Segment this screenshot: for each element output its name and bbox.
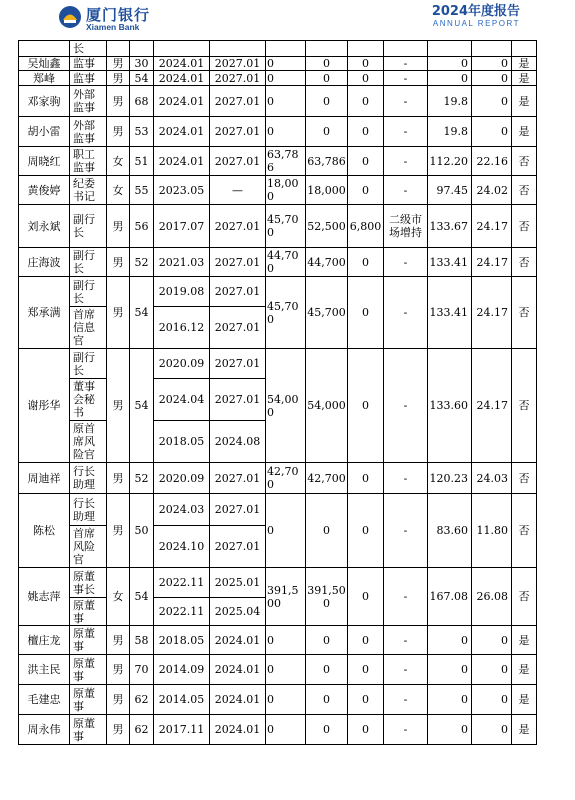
table-body [19,41,537,745]
cell-position: 原董事长 [70,568,107,598]
cell-gender: 男 [107,715,130,745]
cell-start [154,41,210,57]
cell-start: 2017.11 [154,715,210,745]
cell-pay: 0 [428,57,472,71]
cell-c2: 45,700 [306,277,348,349]
report-subtitle: ANNUAL REPORT [432,19,520,28]
cell-pay: 120.23 [428,463,472,494]
cell-c1: 54,000 [266,349,306,463]
cell-end: — [210,176,266,205]
cell-other: 0 [472,626,512,655]
cell-c3: 0 [348,626,384,655]
cell-rel: 否 [512,205,537,248]
cell-other: 24.17 [472,277,512,349]
cell-name: 邓家驹 [19,86,70,117]
cell-name: 胡小雷 [19,117,70,147]
cell-position: 副行长 [70,205,107,248]
cell-c2: 44,700 [306,248,348,277]
cell-start: 2020.09 [154,463,210,494]
cell-name: 周晓红 [19,147,70,176]
cell-position: 行长助理 [70,494,107,526]
cell-c3: 0 [348,86,384,117]
cell-reason: - [384,655,428,685]
cell-reason: - [384,349,428,463]
cell-age: 30 [130,57,154,71]
cell-reason: - [384,685,428,715]
cell-gender: 男 [107,626,130,655]
cell-end: 2024.08 [210,421,266,463]
cell-rel: 是 [512,685,537,715]
table-row [19,176,537,205]
cell-pay: 133.41 [428,248,472,277]
cell-name: 庄海波 [19,248,70,277]
cell-c3: 0 [348,655,384,685]
cell-pay: 133.60 [428,349,472,463]
cell-rel: 否 [512,176,537,205]
cell-start: 2024.01 [154,117,210,147]
cell-end: 2024.01 [210,685,266,715]
cell-name: 郑峰 [19,71,70,86]
table-row [19,117,537,147]
cell-c2: 0 [306,71,348,86]
cell-c2: 0 [306,494,348,568]
table-row [19,86,537,117]
cell-name: 黄俊婷 [19,176,70,205]
cell-end: 2027.01 [210,248,266,277]
cell-start: 2018.05 [154,421,210,463]
cell-reason: - [384,463,428,494]
cell-c3: 0 [348,71,384,86]
cell-position: 首席风险官 [70,526,107,568]
table-row [19,349,537,379]
cell-c2: 0 [306,655,348,685]
bank-logo-icon [58,5,82,29]
cell-start: 2018.05 [154,626,210,655]
cell-other: 0 [472,117,512,147]
cell-rel: 是 [512,626,537,655]
cell-pay: 83.60 [428,494,472,568]
cell-start: 2022.11 [154,568,210,598]
cell-other: 24.17 [472,349,512,463]
cell-reason: - [384,86,428,117]
cell-age: 62 [130,685,154,715]
cell-pay: 0 [428,655,472,685]
cell-name: 刘永斌 [19,205,70,248]
cell-c2 [306,41,348,57]
cell-gender: 男 [107,248,130,277]
cell-gender: 女 [107,147,130,176]
cell-position: 副行长 [70,277,107,307]
cell-gender: 男 [107,463,130,494]
cell-gender: 男 [107,349,130,463]
cell-start: 2020.09 [154,349,210,379]
cell-position: 原首席风险官 [70,421,107,463]
cell-gender: 男 [107,205,130,248]
cell-end: 2027.01 [210,117,266,147]
cell-age: 54 [130,349,154,463]
cell-reason: - [384,248,428,277]
cell-c3: 0 [348,463,384,494]
cell-c2: 54,000 [306,349,348,463]
cell-reason: - [384,117,428,147]
cell-other: 26.08 [472,568,512,626]
cell-position: 原董事 [70,685,107,715]
cell-start: 2017.07 [154,205,210,248]
cell-position: 外部监事 [70,86,107,117]
cell-rel: 否 [512,568,537,626]
cell-c3: 0 [348,147,384,176]
cell-age: 50 [130,494,154,568]
cell-age: 53 [130,117,154,147]
cell-start: 2024.01 [154,147,210,176]
cell-reason: - [384,715,428,745]
cell-pay [428,41,472,57]
cell-reason: - [384,277,428,349]
page-header [0,0,575,36]
cell-position: 首席信息官 [70,307,107,349]
cell-other: 0 [472,71,512,86]
cell-other: 0 [472,86,512,117]
table-row [19,626,537,655]
cell-pay: 167.08 [428,568,472,626]
cell-position: 外部监事 [70,117,107,147]
cell-age: 52 [130,463,154,494]
cell-reason: - [384,71,428,86]
cell-end: 2027.01 [210,463,266,494]
cell-c2: 18,000 [306,176,348,205]
cell-name: 郑承满 [19,277,70,349]
cell-age: 62 [130,715,154,745]
cell-c1: 18,000 [266,176,306,205]
cell-position: 原董事 [70,626,107,655]
cell-c2: 0 [306,57,348,71]
cell-position: 原董事 [70,655,107,685]
cell-c2: 391,500 [306,568,348,626]
cell-gender: 男 [107,494,130,568]
cell-c1: 45,700 [266,277,306,349]
cell-start: 2024.01 [154,57,210,71]
cell-age: 51 [130,147,154,176]
cell-c3 [348,41,384,57]
cell-other: 24.03 [472,463,512,494]
cell-end: 2027.01 [210,307,266,349]
cell-gender [107,41,130,57]
cell-end: 2024.01 [210,655,266,685]
cell-c2: 63,786 [306,147,348,176]
cell-c2: 0 [306,626,348,655]
cell-c3: 0 [348,277,384,349]
cell-pay: 112.20 [428,147,472,176]
cell-rel: 否 [512,349,537,463]
cell-rel: 否 [512,494,537,568]
cell-name: 洪主民 [19,655,70,685]
cell-end: 2027.01 [210,494,266,526]
cell-start: 2024.03 [154,494,210,526]
cell-start: 2022.11 [154,598,210,626]
cell-c1: 0 [266,71,306,86]
cell-c3: 0 [348,57,384,71]
cell-age: 68 [130,86,154,117]
cell-rel: 否 [512,463,537,494]
cell-rel [512,41,537,57]
cell-end: 2024.01 [210,626,266,655]
cell-age: 70 [130,655,154,685]
cell-other: 22.16 [472,147,512,176]
cell-c1: 0 [266,86,306,117]
cell-start: 2021.03 [154,248,210,277]
cell-reason: - [384,626,428,655]
table-row [19,685,537,715]
cell-c1: 0 [266,57,306,71]
cell-position: 原董事 [70,715,107,745]
cell-position: 原董事 [70,598,107,626]
bank-logo [58,4,196,32]
cell-name: 谢彤华 [19,349,70,463]
table-row [19,655,537,685]
cell-rel: 是 [512,655,537,685]
cell-position: 监事 [70,71,107,86]
cell-position: 副行长 [70,349,107,379]
cell-reason: 二级市场增持 [384,205,428,248]
cell-gender: 男 [107,117,130,147]
cell-end: 2024.01 [210,715,266,745]
cell-c2: 0 [306,685,348,715]
cell-other: 0 [472,685,512,715]
cell-c3: 0 [348,685,384,715]
table-row [19,568,537,598]
cell-c3: 0 [348,349,384,463]
cell-start: 2014.05 [154,685,210,715]
cell-gender: 男 [107,57,130,71]
cell-reason: - [384,57,428,71]
cell-end: 2027.01 [210,379,266,421]
cell-name: 姚志萍 [19,568,70,626]
cell-other: 0 [472,57,512,71]
cell-other: 24.17 [472,248,512,277]
table-row [19,41,537,57]
cell-rel: 否 [512,277,537,349]
cell-end: 2025.04 [210,598,266,626]
cell-reason: - [384,147,428,176]
cell-age: 56 [130,205,154,248]
cell-c1: 0 [266,715,306,745]
cell-name: 檀庄龙 [19,626,70,655]
cell-name: 周迪祥 [19,463,70,494]
table-row [19,463,537,494]
cell-position: 长 [70,41,107,57]
cell-gender: 男 [107,655,130,685]
executive-compensation-table [18,40,537,745]
cell-reason: - [384,176,428,205]
cell-age: 58 [130,626,154,655]
table-row [19,147,537,176]
report-year: 2024年度报告 [431,4,520,19]
cell-gender: 女 [107,176,130,205]
cell-c1: 0 [266,655,306,685]
cell-name: 毛建忠 [19,685,70,715]
cell-name [19,41,70,57]
cell-rel: 是 [512,57,537,71]
table-row [19,277,537,307]
cell-start: 2024.01 [154,86,210,117]
cell-start: 2024.10 [154,526,210,568]
cell-end [210,41,266,57]
cell-reason [384,41,428,57]
cell-c1: 45,700 [266,205,306,248]
cell-start: 2024.01 [154,71,210,86]
cell-start: 2019.08 [154,277,210,307]
table-row [19,205,537,248]
cell-pay: 133.41 [428,277,472,349]
cell-rel: 否 [512,147,537,176]
cell-other: 24.17 [472,205,512,248]
cell-start: 2014.09 [154,655,210,685]
cell-position: 副行长 [70,248,107,277]
cell-gender: 女 [107,568,130,626]
table-row [19,715,537,745]
report-title [432,5,520,29]
cell-other: 0 [472,715,512,745]
cell-gender: 男 [107,71,130,86]
cell-position: 监事 [70,57,107,71]
cell-pay: 0 [428,715,472,745]
cell-c1: 0 [266,117,306,147]
cell-pay: 97.45 [428,176,472,205]
cell-c3: 0 [348,568,384,626]
cell-c2: 0 [306,715,348,745]
cell-c3: 0 [348,176,384,205]
cell-c1: 44,700 [266,248,306,277]
cell-start: 2016.12 [154,307,210,349]
cell-end: 2027.01 [210,205,266,248]
cell-end: 2027.01 [210,526,266,568]
cell-position: 纪委书记 [70,176,107,205]
table-row [19,248,537,277]
cell-c1: 42,700 [266,463,306,494]
cell-start: 2024.04 [154,379,210,421]
cell-c1 [266,41,306,57]
cell-pay: 0 [428,626,472,655]
cell-c2: 42,700 [306,463,348,494]
cell-name: 周永伟 [19,715,70,745]
table-row [19,57,537,71]
cell-gender: 男 [107,86,130,117]
cell-pay: 19.8 [428,117,472,147]
cell-reason: - [384,568,428,626]
cell-other [472,41,512,57]
cell-pay: 0 [428,685,472,715]
cell-end: 2025.01 [210,568,266,598]
cell-end: 2027.01 [210,147,266,176]
cell-c1: 391,500 [266,568,306,626]
cell-c3: 0 [348,117,384,147]
cell-end: 2027.01 [210,57,266,71]
cell-c1: 0 [266,626,306,655]
cell-other: 0 [472,655,512,685]
cell-c1: 0 [266,494,306,568]
cell-pay: 0 [428,71,472,86]
cell-rel: 是 [512,715,537,745]
bank-name-en: Xiamen Bank [86,22,140,32]
cell-other: 11.80 [472,494,512,568]
cell-end: 2027.01 [210,71,266,86]
cell-gender: 男 [107,685,130,715]
cell-position: 行长助理 [70,463,107,494]
cell-c2: 0 [306,117,348,147]
table-row [19,71,537,86]
cell-position: 职工监事 [70,147,107,176]
cell-start: 2023.05 [154,176,210,205]
cell-age [130,41,154,57]
cell-gender: 男 [107,277,130,349]
cell-rel: 否 [512,248,537,277]
cell-c1: 63,786 [266,147,306,176]
cell-age: 52 [130,248,154,277]
cell-c3: 0 [348,248,384,277]
cell-reason: - [384,494,428,568]
cell-end: 2027.01 [210,277,266,307]
cell-c2: 0 [306,86,348,117]
cell-pay: 19.8 [428,86,472,117]
cell-c3: 0 [348,715,384,745]
cell-c3: 6,800 [348,205,384,248]
table-row [19,494,537,526]
bank-name-cn: 厦门银行 [86,6,151,24]
cell-age: 54 [130,71,154,86]
cell-age: 55 [130,176,154,205]
cell-rel: 是 [512,71,537,86]
cell-age: 54 [130,568,154,626]
cell-other: 24.02 [472,176,512,205]
cell-end: 2027.01 [210,349,266,379]
cell-c3: 0 [348,494,384,568]
cell-pay: 133.67 [428,205,472,248]
cell-age: 54 [130,277,154,349]
cell-c2: 52,500 [306,205,348,248]
cell-name: 吴灿鑫 [19,57,70,71]
cell-c1: 0 [266,685,306,715]
cell-position: 董事会秘书 [70,379,107,421]
cell-name: 陈松 [19,494,70,568]
cell-end: 2027.01 [210,86,266,117]
cell-rel: 是 [512,86,537,117]
cell-rel: 是 [512,117,537,147]
